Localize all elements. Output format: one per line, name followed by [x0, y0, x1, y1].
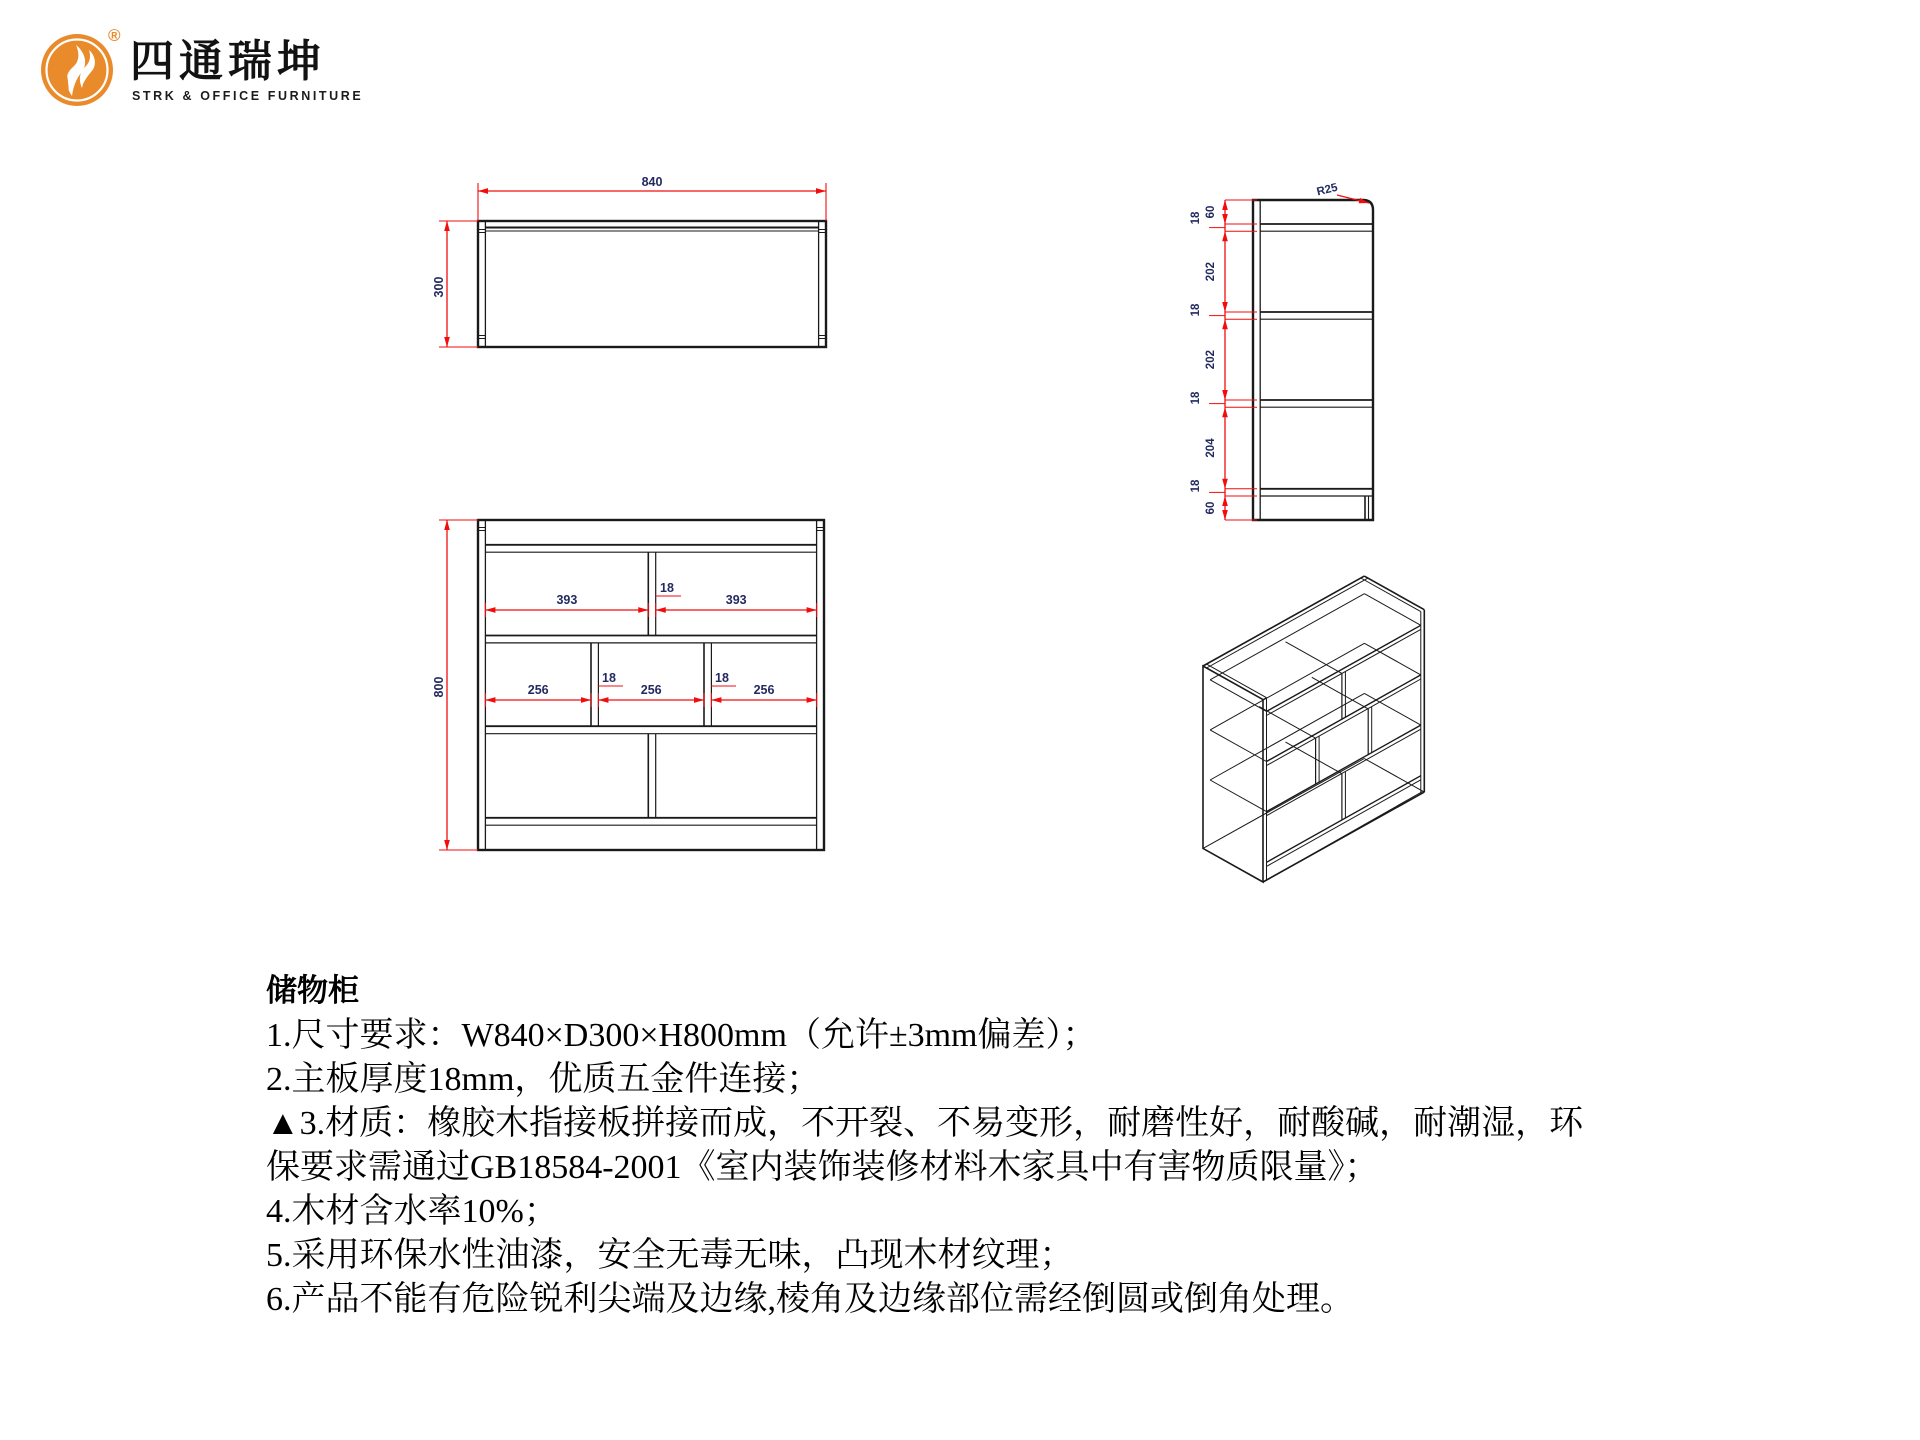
side-dim-18-top: 18	[1190, 211, 1202, 225]
spec-line-6: 6.产品不能有危险锐利尖端及边缘,棱角及边缘部位需经倒圆或倒角处理。	[266, 1281, 1354, 1318]
side-dim-18-b: 18	[1190, 391, 1202, 405]
front-row2-dim-4: 18	[715, 671, 729, 685]
front-row1-dim-divider: 18	[660, 581, 674, 595]
brand-logo-icon	[22, 10, 132, 110]
side-corner-radius-label: R25	[1315, 181, 1339, 199]
front-row1-dim-right: 393	[725, 593, 747, 607]
front-row1-dim-left: 393	[556, 593, 578, 607]
isometric-view-drawing	[1185, 550, 1495, 930]
spec-line-1: 1.尺寸要求：W840×D300×H800mm（允许±3mm偏差）；	[266, 1017, 1097, 1054]
side-dim-202-b: 202	[1205, 350, 1217, 370]
front-view-height-dim: 800	[432, 676, 446, 698]
top-view-width-dim: 840	[641, 175, 663, 189]
side-dim-18-c: 18	[1190, 479, 1202, 493]
front-row2-dim-1: 256	[527, 683, 549, 697]
brand-name-cn: 四通瑞坤	[130, 37, 326, 86]
side-dim-60-top: 60	[1205, 205, 1217, 219]
side-dim-204: 204	[1205, 438, 1217, 458]
spec-line-3-continued: 保要求需通过GB18584-2001《室内装饰装修材料木家具中有害物质限量》；	[266, 1149, 1379, 1186]
spec-line-3: ▲3.材质：橡胶木指接板拼接而成，不开裂、不易变形，耐磨性好，耐酸碱，耐潮湿，环	[266, 1105, 1584, 1142]
side-dim-202-a: 202	[1205, 262, 1217, 282]
top-view-depth-dim: 300	[432, 276, 446, 298]
spec-line-2: 2.主板厚度18mm，优质五金件连接；	[266, 1061, 821, 1098]
spec-line-5: 5.采用环保水性油漆，安全无毒无味，凸现木材纹理；	[266, 1237, 1074, 1274]
spec-line-4: 4.木材含水率10%；	[266, 1193, 558, 1230]
side-dim-18-a: 18	[1190, 303, 1202, 317]
side-view-drawing	[1185, 180, 1445, 555]
front-row2-dim-2: 18	[602, 671, 616, 685]
side-dim-60-bottom: 60	[1205, 501, 1217, 515]
front-row2-dim-5: 256	[753, 683, 775, 697]
spec-text-block	[266, 968, 1786, 1322]
brand-name-en: STRK & OFFICE FURNITURE	[132, 89, 364, 103]
top-view-drawing	[405, 163, 850, 368]
registered-trademark-icon: ®	[108, 26, 121, 45]
front-row2-dim-3: 256	[640, 683, 662, 697]
brand-logo	[22, 10, 442, 110]
front-view-drawing	[405, 495, 850, 870]
product-title: 储物柜	[266, 973, 359, 1008]
